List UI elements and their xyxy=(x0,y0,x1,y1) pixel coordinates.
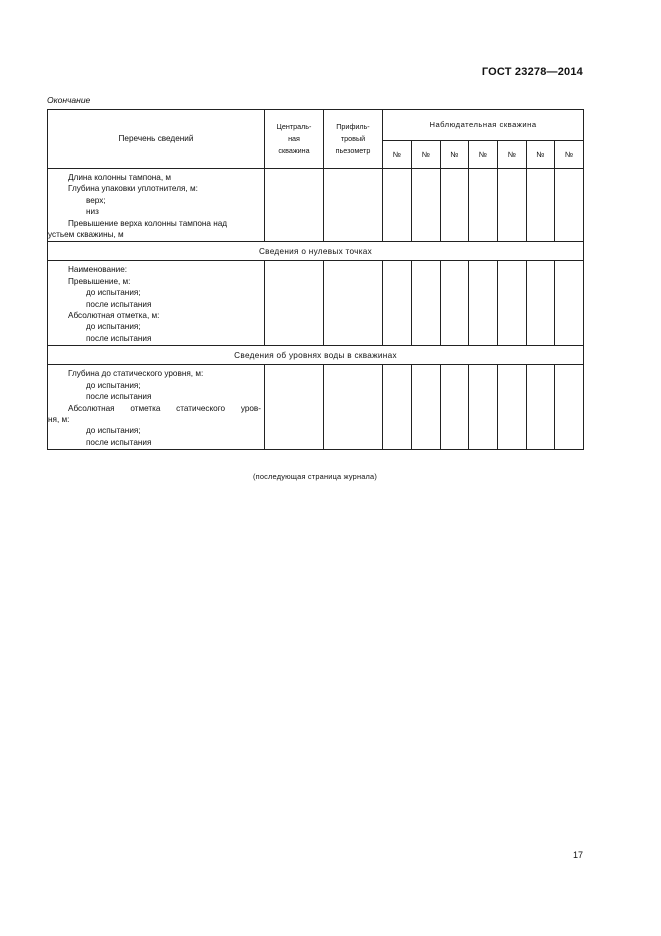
list-item: Длина колонны тампона, м xyxy=(68,173,171,182)
column-header-profile-line-1: Прифиль- xyxy=(336,122,370,131)
table-body xyxy=(48,169,584,450)
journal-table xyxy=(47,109,584,450)
page-number: 17 xyxy=(572,850,583,860)
section-title: Сведения о нулевых точках xyxy=(48,242,584,261)
empty-cell xyxy=(527,169,555,242)
observation-number: № xyxy=(527,141,555,169)
items-cell xyxy=(48,169,265,242)
list-item: до испытания; xyxy=(86,288,141,298)
empty-cell xyxy=(555,261,584,346)
empty-cell xyxy=(383,365,412,450)
items-cell xyxy=(48,261,265,346)
list-item: Наименование: xyxy=(68,265,128,275)
table-caption: Окончание xyxy=(47,95,91,105)
column-header-central-line-2: ная xyxy=(288,134,300,143)
empty-cell xyxy=(324,261,383,346)
column-header-profile-line-2: тровый xyxy=(340,134,366,143)
empty-cell xyxy=(265,169,324,242)
section-title: Сведения об уровнях воды в скважинах xyxy=(48,346,584,365)
standard-code: ГОСТ 23278—2014 xyxy=(481,66,583,78)
items-cell xyxy=(48,365,265,450)
column-header-list: Перечень сведений xyxy=(48,110,265,169)
list-item: низ xyxy=(86,207,99,217)
empty-cell xyxy=(265,261,324,346)
empty-cell xyxy=(527,261,555,346)
list-item: Абсолютная отметка статического уров- xyxy=(68,403,261,413)
empty-cell xyxy=(498,261,527,346)
list-item: устьем скважины, м xyxy=(48,230,124,240)
observation-number: № xyxy=(469,141,498,169)
list-item: Превышение, м: xyxy=(68,276,131,286)
table-row xyxy=(48,365,584,450)
empty-cell xyxy=(383,169,412,242)
section-row xyxy=(48,242,584,261)
empty-cell xyxy=(469,169,498,242)
column-header-central xyxy=(265,110,324,169)
list-item: после испытания xyxy=(86,333,152,343)
empty-cell xyxy=(498,365,527,450)
empty-cell xyxy=(555,169,584,242)
empty-cell xyxy=(412,365,441,450)
list-item: Глубина до статического уровня, м: xyxy=(68,369,204,379)
empty-cell xyxy=(412,261,441,346)
empty-cell xyxy=(555,365,584,450)
list-item: после испытания xyxy=(86,437,152,447)
column-header-profile xyxy=(324,110,383,169)
footnote: (последующая страница журнала) xyxy=(252,472,378,481)
empty-cell xyxy=(324,169,383,242)
empty-cell xyxy=(527,365,555,450)
list-item: ня, м: xyxy=(48,414,70,424)
list-item: Превышение верха колонны тампона над xyxy=(68,218,228,228)
empty-cell xyxy=(441,169,469,242)
observation-number: № xyxy=(412,141,441,169)
column-header-central-line-1: Централь- xyxy=(276,122,312,131)
empty-cell xyxy=(412,169,441,242)
empty-cell xyxy=(324,365,383,450)
empty-cell xyxy=(469,365,498,450)
observation-number: № xyxy=(441,141,469,169)
column-header-observation: Наблюдательная скважина xyxy=(383,110,584,141)
list-item: верх; xyxy=(86,195,106,205)
empty-cell xyxy=(441,261,469,346)
list-item: до испытания; xyxy=(86,322,141,332)
empty-cell xyxy=(498,169,527,242)
column-header-central-line-3: скважина xyxy=(278,146,310,155)
list-item: после испытания xyxy=(86,392,152,402)
observation-number: № xyxy=(555,141,584,169)
empty-cell xyxy=(383,261,412,346)
list-item: до испытания; xyxy=(86,380,141,390)
list-item: до испытания; xyxy=(86,426,141,436)
empty-cell xyxy=(469,261,498,346)
table-row xyxy=(48,261,584,346)
list-item: Абсолютная отметка, м: xyxy=(68,311,160,321)
observation-number: № xyxy=(383,141,412,169)
section-row xyxy=(48,346,584,365)
list-item: Глубина упаковки уплотнителя, м: xyxy=(68,184,198,194)
column-header-profile-line-3: пьезометр xyxy=(335,146,371,155)
table-row xyxy=(48,169,584,242)
empty-cell xyxy=(265,365,324,450)
empty-cell xyxy=(441,365,469,450)
list-item: после испытания xyxy=(86,299,152,309)
observation-number: № xyxy=(498,141,527,169)
